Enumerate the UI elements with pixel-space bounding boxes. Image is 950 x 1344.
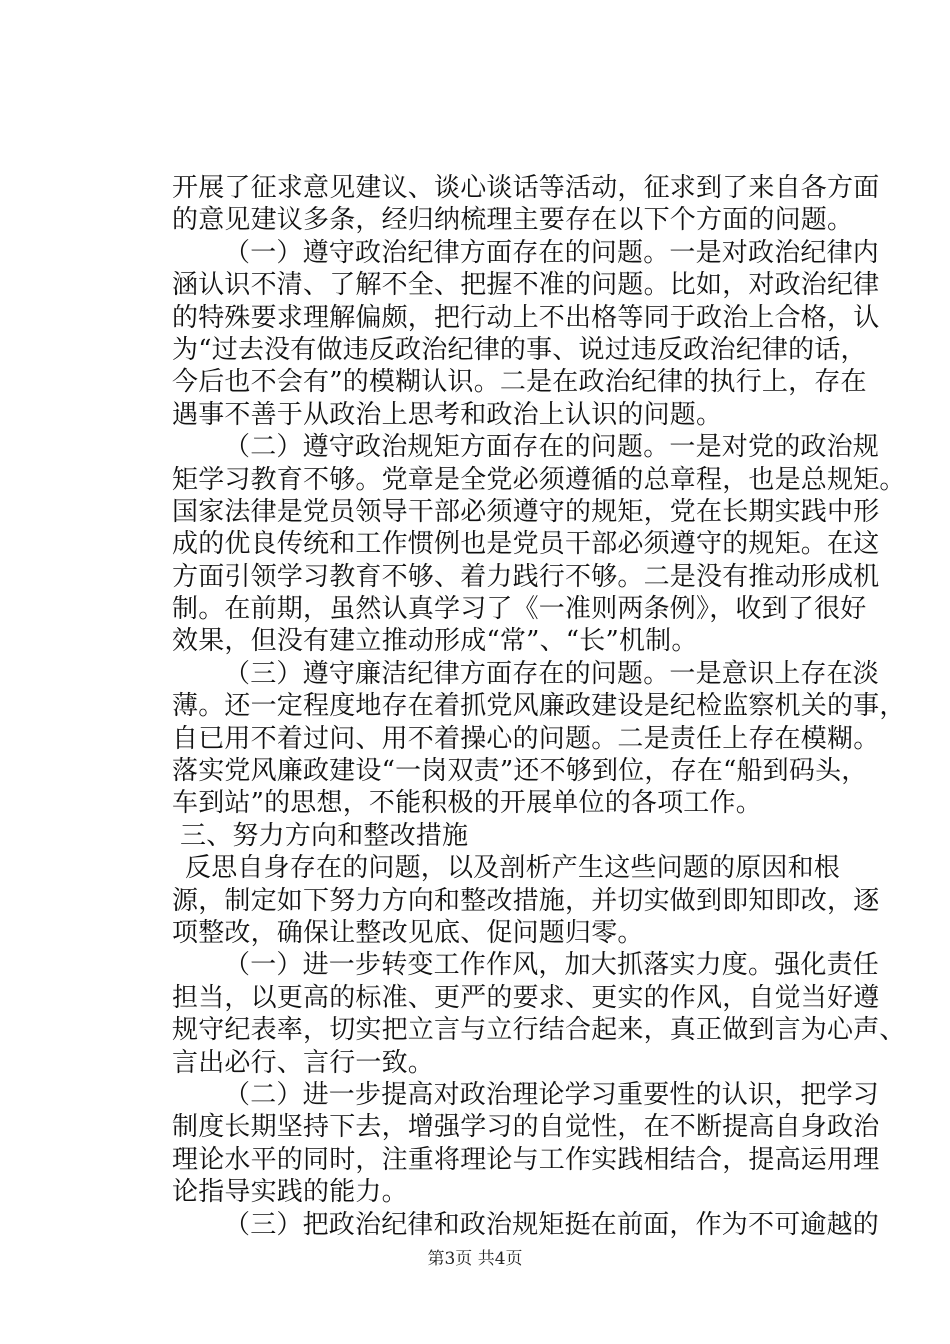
text-line: 的特殊要求理解偏颇，把行动上不出格等同于政治上合格，认 [172,302,880,333]
text-line: 自已用不着过问、用不着操心的问题。二是责任上存在模糊。 [172,723,880,754]
text-line: （一）遵守政治纪律方面存在的问题。一是对政治纪律内 [224,237,880,268]
text-line: （三）把政治纪律和政治规矩挺在前面，作为不可逾越的 [224,1209,880,1240]
text-line: （一）进一步转变工作作风，加大抓落实力度。强化责任 [224,950,880,981]
text-line: 遇事不善于从政治上思考和政治上认识的问题。 [172,399,723,430]
text-line: 担当，以更高的标准、更严的要求、更实的作风，自觉当好遵 [172,982,880,1013]
text-line: 的意见建议多条，经归纳梳理主要存在以下个方面的问题。 [172,205,854,236]
text-line: 今后也不会有”的模糊认识。二是在政治纪律的执行上，存在 [172,367,867,398]
text-line: 理论水平的同时，注重将理论与工作实践相结合，提高运用理 [172,1144,880,1175]
text-line: 成的优良传统和工作惯例也是党员干部必须遵守的规矩。在这 [172,529,880,560]
text-line: 薄。还一定程度地存在着抓党风廉政建设是纪检监察机关的事， [172,691,906,722]
text-line: 制度长期坚持下去，增强学习的自觉性，在不断提高自身政治 [172,1112,880,1143]
text-line: 开展了征求意见建议、谈心谈话等活动，征求到了来自各方面 [172,173,880,203]
text-line: （二）遵守政治规矩方面存在的问题。一是对党的政治规 [224,432,880,463]
text-line: 矩学习教育不够。党章是全党必须遵循的总章程，也是总规矩。 [172,464,906,495]
text-line: 反思自身存在的问题，以及剖析产生这些问题的原因和根 [185,853,841,884]
text-line: 车到站”的思想，不能积极的开展单位的各项工作。 [172,788,762,819]
text-line: 为“过去没有做违反政治纪律的事、说过违反政治纪律的话， [172,334,867,365]
section-heading: 三、努力方向和整改措施 [180,820,469,851]
text-line: 源，制定如下努力方向和整改措施，并切实做到即知即改，逐 [172,885,880,916]
text-line: 制。在前期，虽然认真学习了《一准则两条例》，收到了很好 [172,594,867,625]
text-line: 涵认识不清、了解不全、把握不准的问题。比如，对政治纪律 [172,270,880,301]
text-line: 效果，但没有建立推动形成“常”、“长”机制。 [172,626,698,657]
text-line: 项整改，确保让整改见底、促问题归零。 [172,917,644,948]
text-line: 方面引领学习教育不够、着力践行不够。二是没有推动形成机 [172,561,880,592]
text-line: （二）进一步提高对政治理论学习重要性的认识，把学习 [224,1079,880,1110]
document-body [172,172,906,1241]
text-line: 论指导实践的能力。 [172,1177,408,1208]
text-line: 国家法律是党员领导干部必须遵守的规矩，党在长期实践中形 [172,496,880,527]
page-number-footer: 第3页 共4页 [427,1249,523,1269]
text-line: 言出必行、言行一致。 [172,1047,435,1078]
text-line: 规守纪表率，切实把立言与立行结合起来，真正做到言为心声、 [172,1015,906,1046]
text-line: 落实党风廉政建设“一岗双责”还不够到位，存在“船到码头， [172,756,868,787]
text-line: （三）遵守廉洁纪律方面存在的问题。一是意识上存在淡 [224,658,880,689]
